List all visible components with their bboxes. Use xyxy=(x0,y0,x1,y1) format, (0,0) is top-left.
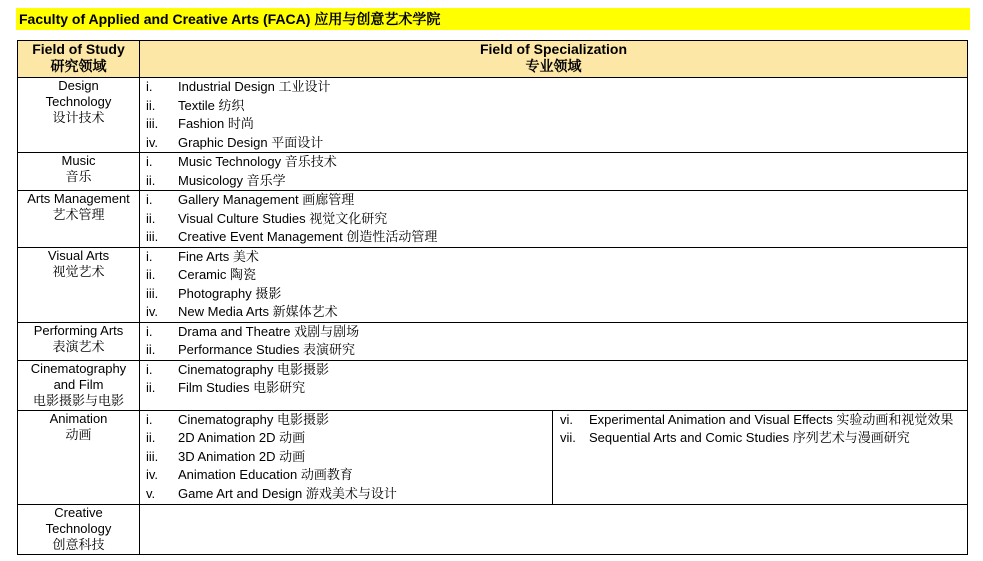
table-row xyxy=(18,410,968,504)
item-numeral: iv. xyxy=(146,304,159,319)
field-of-study-line: 动画 xyxy=(65,426,92,442)
field-of-study-line: 设计技术 xyxy=(52,110,105,125)
specialization-cell xyxy=(140,191,968,248)
item-label: Fine Arts 美术 xyxy=(178,248,259,264)
field-of-study-line: 视觉艺术 xyxy=(52,263,105,279)
item-numeral: iii. xyxy=(146,229,159,244)
item-label: Textile 纺织 xyxy=(178,97,245,113)
field-of-study-line: Cinematography xyxy=(30,360,127,376)
field-of-study-cell xyxy=(18,360,140,410)
specialization-list xyxy=(140,323,967,360)
item-label: Ceramic 陶瓷 xyxy=(178,267,257,282)
specialization-list xyxy=(140,78,967,152)
header-field-of-study xyxy=(18,41,140,78)
item-numeral: ii. xyxy=(146,267,156,282)
list-item xyxy=(140,341,967,360)
item-numeral: ii. xyxy=(146,172,156,188)
item-label: Cinematography 电影摄影 xyxy=(178,361,329,377)
item-label: Performance Studies 表演研究 xyxy=(178,342,356,357)
list-item xyxy=(140,485,552,504)
field-of-study-line: and Film xyxy=(53,376,104,392)
header-field-en: Field of Study xyxy=(32,41,125,57)
list-item xyxy=(560,411,974,430)
item-numeral: i. xyxy=(146,192,153,207)
item-numeral: i. xyxy=(146,323,153,339)
specialization-list xyxy=(140,248,967,322)
item-label: Experimental Animation and Visual Effects 实验动画和视觉效果 xyxy=(589,411,954,427)
item-label: Sequential Arts and Comic Studies 序列艺术与漫画研究 xyxy=(589,430,910,445)
item-label: Animation Education 动画教育 xyxy=(178,467,353,482)
item-numeral: ii. xyxy=(146,97,156,113)
field-of-study-cell xyxy=(18,504,140,554)
item-numeral: iii. xyxy=(146,448,159,464)
field-of-study-cell xyxy=(18,153,140,191)
item-label: 3D Animation 2D 动画 xyxy=(178,448,306,464)
list-item xyxy=(140,134,967,153)
list-item xyxy=(140,429,552,448)
item-numeral: i. xyxy=(146,411,153,427)
list-item xyxy=(140,323,967,342)
list-item xyxy=(140,78,967,97)
header-field-of-specialization xyxy=(140,41,968,78)
specialization-list-left xyxy=(140,411,553,504)
list-item xyxy=(140,210,967,229)
field-of-study-cell xyxy=(18,78,140,153)
item-numeral: vi. xyxy=(560,411,573,427)
item-label: Drama and Theatre 戏剧与剧场 xyxy=(178,323,360,339)
list-item xyxy=(140,448,552,467)
list-item xyxy=(140,115,967,134)
specialization-cell xyxy=(140,78,968,153)
field-of-study-line: 表演艺术 xyxy=(52,338,105,354)
programme-table xyxy=(17,40,968,555)
item-label: Visual Culture Studies 视觉文化研究 xyxy=(178,210,388,226)
field-of-study-line: 音乐 xyxy=(65,169,92,184)
list-item xyxy=(140,97,967,116)
table-row xyxy=(18,247,968,322)
list-item xyxy=(140,285,967,304)
item-numeral: i. xyxy=(146,79,153,94)
table-row xyxy=(18,322,968,360)
item-label: Game Art and Design 游戏美术与设计 xyxy=(178,485,397,501)
field-of-study-line: Creative xyxy=(54,504,103,520)
item-label: Music Technology 音乐技术 xyxy=(178,154,337,169)
table-header-row xyxy=(18,41,968,78)
specialization-list xyxy=(140,153,967,190)
header-spec-cn: 专业领域 xyxy=(525,58,582,74)
header-field-cn: 研究领域 xyxy=(50,58,107,74)
item-numeral: ii. xyxy=(146,342,156,357)
field-of-study-line: 创意科技 xyxy=(52,536,105,552)
field-of-study-line: Visual Arts xyxy=(47,247,110,263)
specialization-cell xyxy=(140,504,968,554)
item-numeral: ii. xyxy=(146,210,156,226)
list-item xyxy=(560,429,974,448)
item-label: Cinematography 电影摄影 xyxy=(178,411,329,427)
item-label: Gallery Management 画廊管理 xyxy=(178,192,355,207)
field-of-study-line: Technology xyxy=(45,520,112,536)
item-numeral: iii. xyxy=(146,285,159,301)
item-label: Musicology 音乐学 xyxy=(178,172,286,188)
field-of-study-line: Music xyxy=(61,153,96,168)
table-row xyxy=(18,504,968,554)
table-row xyxy=(18,191,968,248)
field-of-study-line: Technology xyxy=(45,94,112,109)
item-numeral: ii. xyxy=(146,430,156,445)
field-of-study-cell xyxy=(18,247,140,322)
field-of-study-line: Performing Arts xyxy=(33,322,124,338)
field-of-study-line: Arts Management xyxy=(27,191,130,206)
item-label: Fashion 时尚 xyxy=(178,116,254,131)
item-label: New Media Arts 新媒体艺术 xyxy=(178,304,338,319)
item-numeral: iv. xyxy=(146,467,159,482)
list-item xyxy=(140,303,967,322)
header-spec-en: Field of Specialization xyxy=(479,41,628,57)
list-item xyxy=(140,191,967,210)
specialization-cell xyxy=(140,410,968,504)
field-of-study-line: Animation xyxy=(49,410,108,426)
item-numeral: iii. xyxy=(146,116,159,131)
field-of-study-line: Design xyxy=(58,78,99,93)
table-row xyxy=(18,78,968,153)
specialization-cell xyxy=(140,153,968,191)
item-numeral: i. xyxy=(146,154,153,169)
item-numeral: i. xyxy=(146,361,153,377)
item-label: Graphic Design 平面设计 xyxy=(178,134,324,150)
specialization-cell xyxy=(140,360,968,410)
field-of-study-line: 电影摄影与电影 xyxy=(32,392,124,408)
list-item xyxy=(140,248,967,267)
item-label: Creative Event Management 创造性活动管理 xyxy=(178,229,438,244)
list-item xyxy=(140,266,967,285)
list-item xyxy=(140,172,967,191)
list-item xyxy=(140,379,967,398)
specialization-list xyxy=(140,191,967,247)
field-of-study-cell xyxy=(18,410,140,504)
item-numeral: vii. xyxy=(560,430,576,445)
specialization-cell xyxy=(140,322,968,360)
list-item xyxy=(140,411,552,430)
list-item xyxy=(140,153,967,172)
specialization-cell xyxy=(140,247,968,322)
item-label: Industrial Design 工业设计 xyxy=(178,79,331,94)
field-of-study-cell xyxy=(18,191,140,248)
item-label: Film Studies 电影研究 xyxy=(178,380,306,395)
table-row xyxy=(18,360,968,410)
specialization-list xyxy=(140,361,967,398)
faculty-title: Faculty of Applied and Creative Arts (FACA) 应用与创意艺术学院 xyxy=(16,8,970,30)
list-item xyxy=(140,466,552,485)
item-numeral: ii. xyxy=(146,380,156,395)
list-item xyxy=(140,228,967,247)
item-numeral: v. xyxy=(146,485,156,501)
field-of-study-cell xyxy=(18,322,140,360)
field-of-study-line: 艺术管理 xyxy=(52,207,105,222)
item-label: Photography 摄影 xyxy=(178,285,282,301)
item-numeral: i. xyxy=(146,248,153,264)
item-label: 2D Animation 2D 动画 xyxy=(178,430,306,445)
table-row xyxy=(18,153,968,191)
item-numeral: iv. xyxy=(146,134,159,150)
specialization-list-right xyxy=(553,411,974,504)
list-item xyxy=(140,361,967,380)
